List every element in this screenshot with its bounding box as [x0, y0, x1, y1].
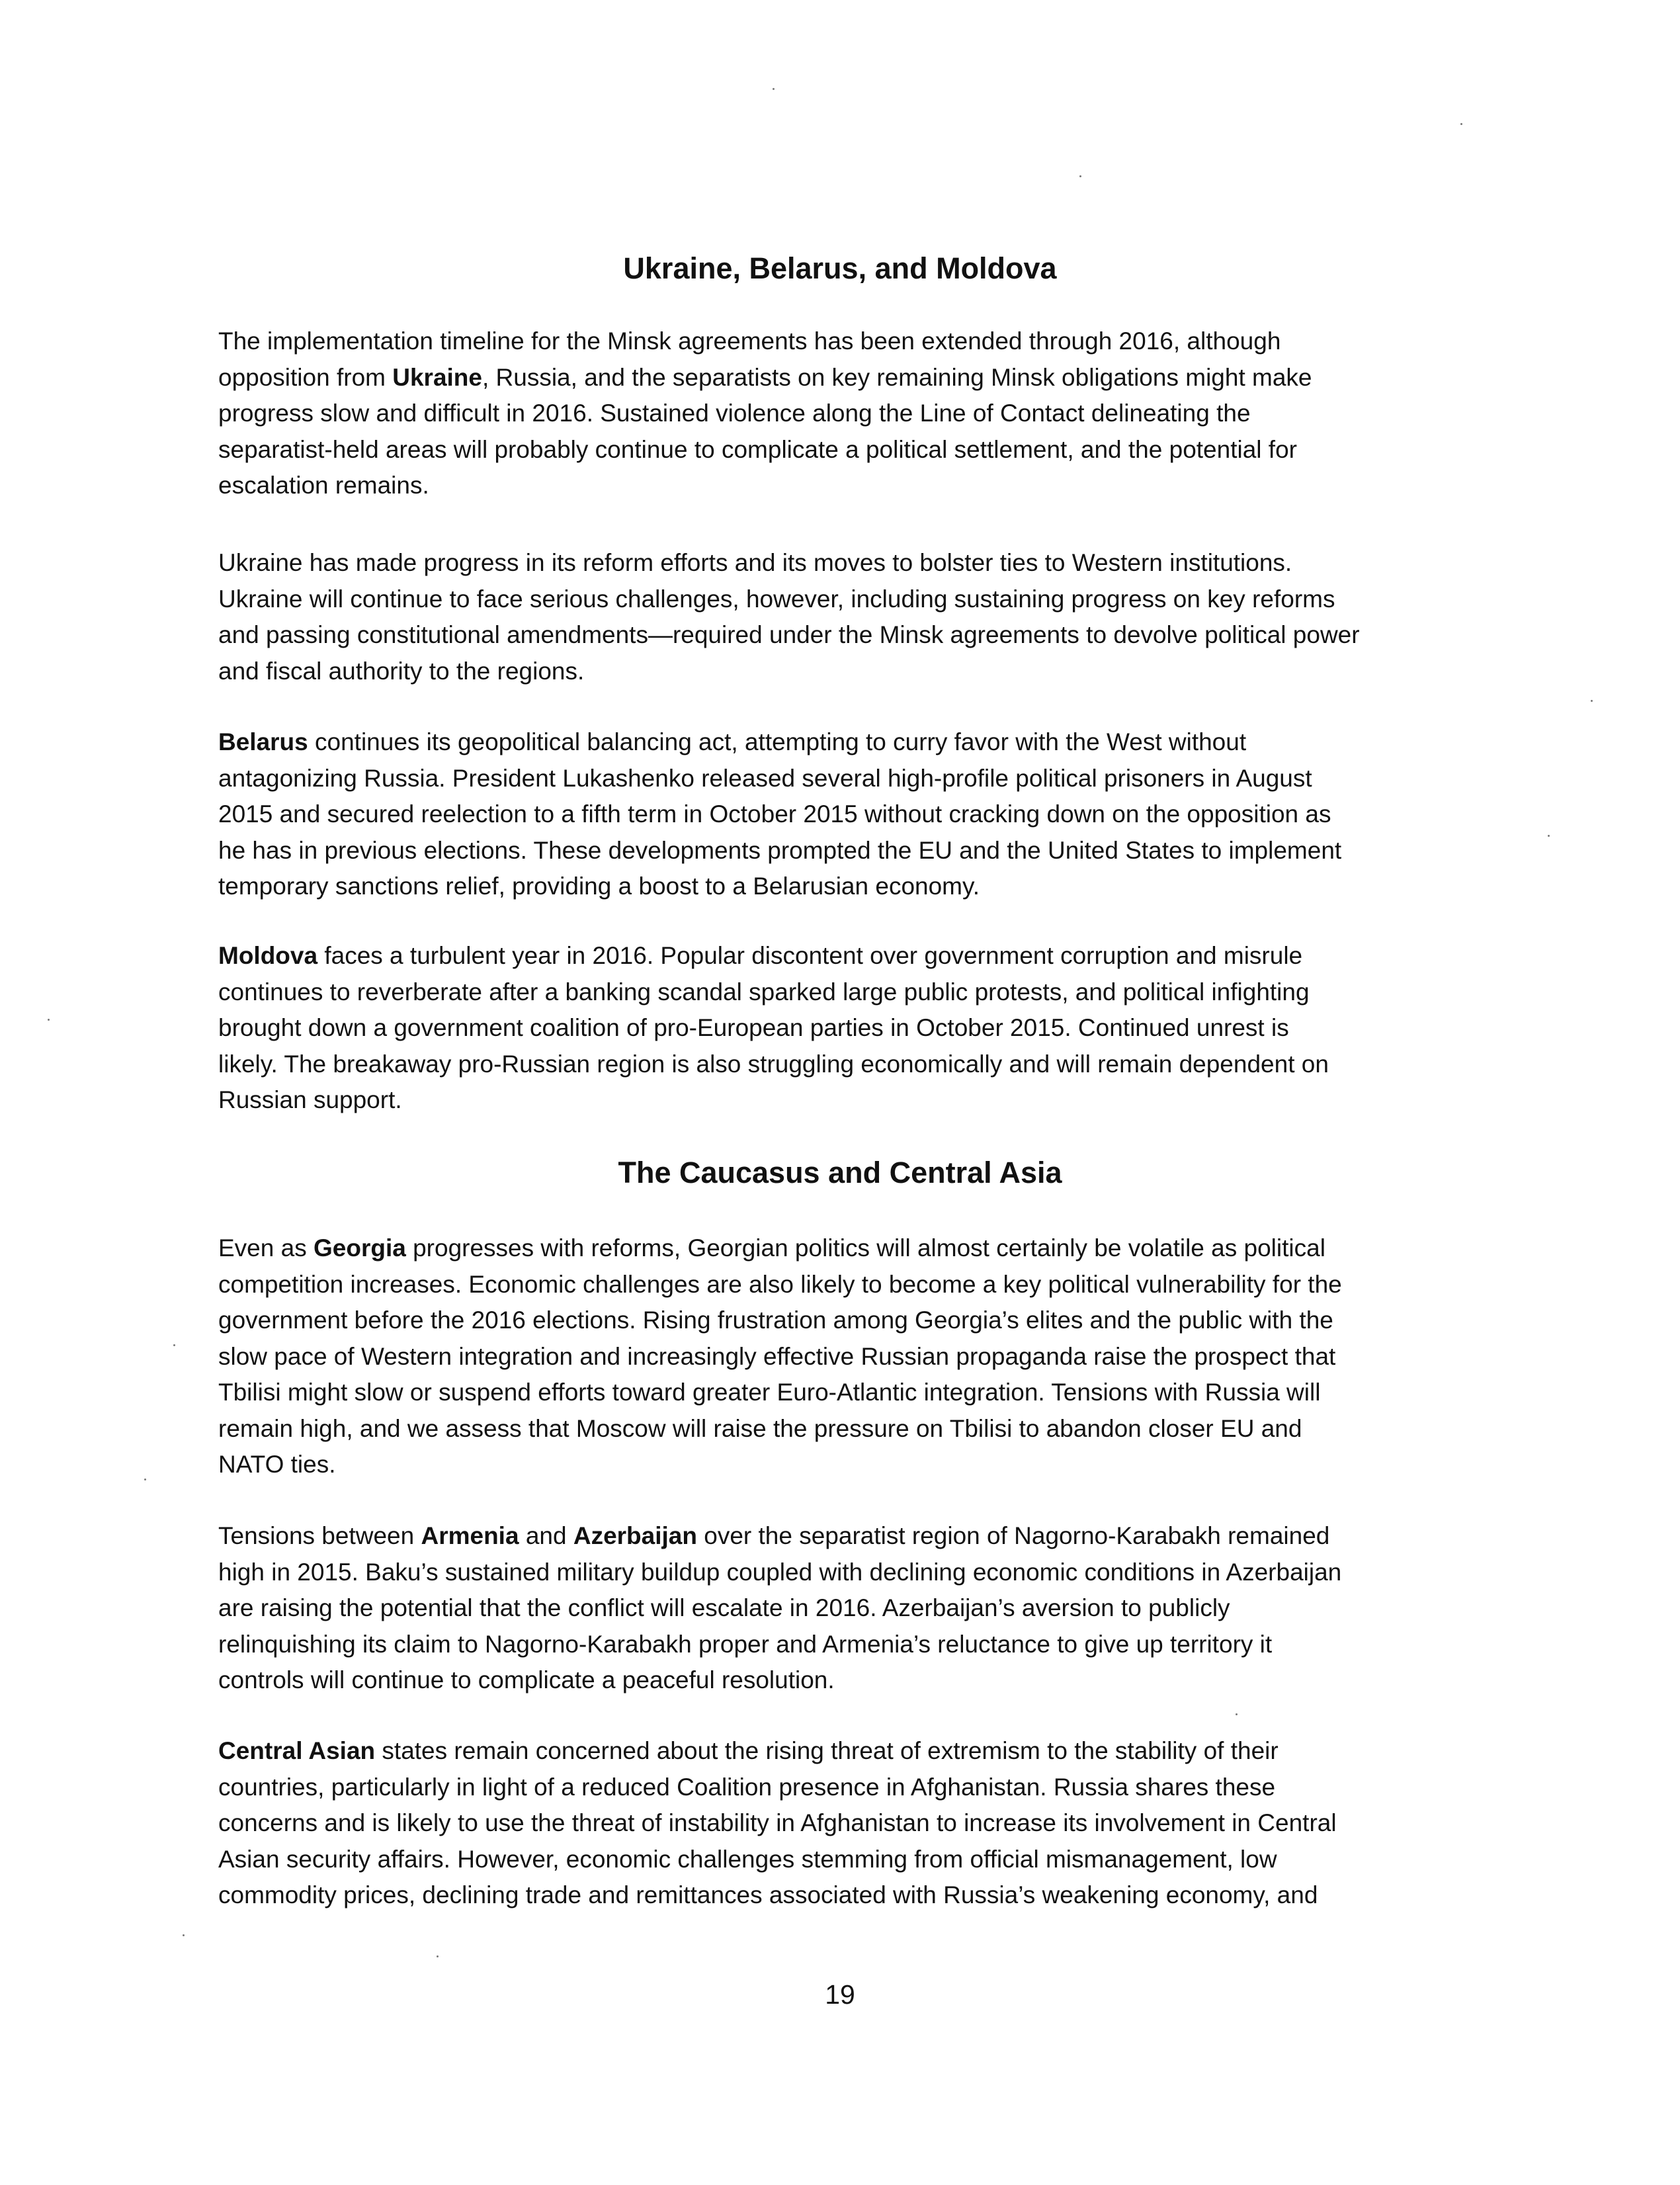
text-line — [218, 1010, 1442, 1047]
text-line — [218, 724, 1442, 761]
paragraph-ukraine-reform — [218, 545, 1442, 689]
scan-speck — [1548, 835, 1550, 837]
text-run: brought down a government coalition of pro-European parties in October 2015. Continued unrest is — [218, 1014, 1289, 1041]
text-line — [218, 1555, 1442, 1591]
text-run: high in 2015. Baku’s sustained military buildup coupled with declining economic conditions in Azerbaijan — [218, 1558, 1342, 1586]
scan-speck — [773, 88, 775, 90]
text-run: commodity prices, declining trade and remittances associated with Russia’s weakening economy, and — [218, 1881, 1318, 1908]
scan-speck — [1236, 1713, 1238, 1715]
text-line — [218, 1447, 1442, 1483]
text-line — [218, 360, 1442, 396]
text-run: temporary sanctions relief, providing a boost to a Belarusian economy. — [218, 873, 980, 900]
text-line — [218, 323, 1442, 360]
text-run: NATO ties. — [218, 1451, 336, 1478]
text-run: Tensions between — [218, 1522, 421, 1549]
section-heading-ukraine-belarus-moldova: Ukraine, Belarus, and Moldova — [623, 251, 1057, 285]
scan-speck — [183, 1934, 185, 1936]
scan-speck — [48, 1019, 50, 1021]
text-run: and passing constitutional amendments—required under the Minsk agreements to devolve political power — [218, 621, 1360, 648]
text-run: Even as — [218, 1234, 314, 1262]
text-run: Tbilisi might slow or suspend efforts toward greater Euro-Atlantic integration. Tensions with Russia will — [218, 1379, 1321, 1406]
bold-term: Georgia — [313, 1234, 406, 1262]
text-run: and fiscal authority to the regions. — [218, 657, 585, 685]
text-run: 2015 and secured reelection to a fifth term in October 2015 without cracking down on the opposition as — [218, 800, 1331, 828]
text-run: progresses with reforms, Georgian politics will almost certainly be volatile as political — [405, 1234, 1325, 1262]
text-line — [218, 396, 1442, 432]
text-line — [218, 1375, 1442, 1411]
text-run: separatist-held areas will probably continue to complicate a political settlement, and the potential for — [218, 435, 1297, 463]
text-line — [218, 1047, 1442, 1083]
scan-speck — [1591, 700, 1593, 702]
text-run: countries, particularly in light of a reduced Coalition presence in Afghanistan. Russia shares these — [218, 1773, 1276, 1801]
paragraph-moldova — [218, 938, 1442, 1119]
text-run: continues to reverberate after a banking scandal sparked large public protests, and political infighting — [218, 978, 1310, 1006]
bold-term: Armenia — [421, 1522, 519, 1549]
text-line — [218, 1411, 1442, 1447]
text-line — [218, 1267, 1442, 1303]
scan-speck — [437, 1955, 439, 1957]
paragraph-central-asia — [218, 1733, 1442, 1914]
paragraph-belarus — [218, 724, 1442, 905]
text-line — [218, 938, 1442, 974]
paragraph-armenia-azerbaijan — [218, 1518, 1442, 1699]
page-number: 19 — [825, 1979, 855, 2010]
text-line — [218, 1339, 1442, 1375]
text-run: are raising the potential that the conflict will escalate in 2016. Azerbaijan’s aversion to publicly — [218, 1594, 1230, 1621]
section-heading-caucasus-central-asia: The Caucasus and Central Asia — [618, 1156, 1062, 1189]
text-run: likely. The breakaway pro-Russian region is also struggling economically and will remain dependent on — [218, 1050, 1329, 1078]
text-run: over the separatist region of Nagorno-Karabakh remained — [696, 1522, 1330, 1549]
text-run: The implementation timeline for the Minsk agreements has been extended through 2016, although — [218, 327, 1281, 355]
text-line — [218, 761, 1442, 797]
text-run: he has in previous elections. These developments prompted the EU and the United States to implement — [218, 836, 1342, 864]
text-line — [218, 1303, 1442, 1339]
scan-speck — [1079, 175, 1081, 177]
text-run: government before the 2016 elections. Rising frustration among Georgia’s elites and the public with the — [218, 1307, 1333, 1334]
text-line — [218, 1518, 1442, 1555]
text-line — [218, 432, 1442, 468]
bold-term: Ukraine — [392, 363, 482, 391]
text-line — [218, 1230, 1442, 1267]
scan-speck — [1460, 123, 1462, 125]
text-run: Ukraine has made progress in its reform efforts and its moves to bolster ties to Western institutions. — [218, 549, 1292, 576]
text-run: , Russia, and the separatists on key remaining Minsk obligations might make — [482, 363, 1312, 391]
text-line — [218, 545, 1442, 581]
text-run: controls will continue to complicate a peaceful resolution. — [218, 1666, 835, 1693]
text-run: continues its geopolitical balancing act, attempting to curry favor with the West without — [308, 728, 1247, 755]
text-line — [218, 796, 1442, 833]
text-run: remain high, and we assess that Moscow will raise the pressure on Tbilisi to abandon closer EU and — [218, 1414, 1302, 1442]
text-line — [218, 1590, 1442, 1627]
text-line — [218, 1877, 1442, 1914]
text-run: escalation remains. — [218, 472, 429, 499]
text-line — [218, 654, 1442, 690]
paragraph-minsk-agreements — [218, 323, 1442, 504]
text-run: competition increases. Economic challenges are also likely to become a key political vulnerability for the — [218, 1270, 1342, 1298]
text-run: relinquishing its claim to Nagorno-Karabakh proper and Armenia’s reluctance to give up territory it — [218, 1630, 1273, 1658]
text-run: slow pace of Western integration and increasingly effective Russian propaganda raise the prospect that — [218, 1342, 1336, 1370]
scan-speck — [173, 1344, 175, 1346]
text-line — [218, 1805, 1442, 1842]
text-line — [218, 468, 1442, 504]
bold-term: Belarus — [218, 728, 308, 755]
text-line — [218, 617, 1442, 654]
text-line — [218, 1662, 1442, 1699]
text-line — [218, 833, 1442, 869]
text-run: states remain concerned about the rising threat of extremism to the stability of their — [375, 1737, 1279, 1764]
scan-speck — [144, 1478, 146, 1480]
text-line — [218, 1733, 1442, 1770]
bold-term: Moldova — [218, 942, 318, 969]
text-run: opposition from — [218, 363, 393, 391]
text-run: concerns and is likely to use the threat of instability in Afghanistan to increase its involvement in Central — [218, 1809, 1337, 1836]
text-line — [218, 581, 1442, 618]
text-run: and — [519, 1522, 573, 1549]
text-line — [218, 1842, 1442, 1878]
text-line — [218, 1770, 1442, 1806]
text-run: antagonizing Russia. President Lukashenko released several high-profile political prisoners in August — [218, 764, 1312, 792]
text-run: faces a turbulent year in 2016. Popular discontent over government corruption and misrule — [317, 942, 1303, 969]
paragraph-georgia — [218, 1230, 1442, 1483]
text-line — [218, 1627, 1442, 1663]
text-line — [218, 1082, 1442, 1119]
text-run: Russian support. — [218, 1086, 402, 1113]
text-run: Asian security affairs. However, economic challenges stemming from official mismanagement, low — [218, 1845, 1277, 1873]
text-run: Ukraine will continue to face serious challenges, however, including sustaining progress on key reforms — [218, 585, 1335, 613]
text-line — [218, 869, 1442, 905]
text-line — [218, 974, 1442, 1011]
bold-term: Central Asian — [218, 1737, 376, 1764]
bold-term: Azerbaijan — [573, 1522, 697, 1549]
text-run: progress slow and difficult in 2016. Sustained violence along the Line of Contact delineating the — [218, 400, 1251, 427]
